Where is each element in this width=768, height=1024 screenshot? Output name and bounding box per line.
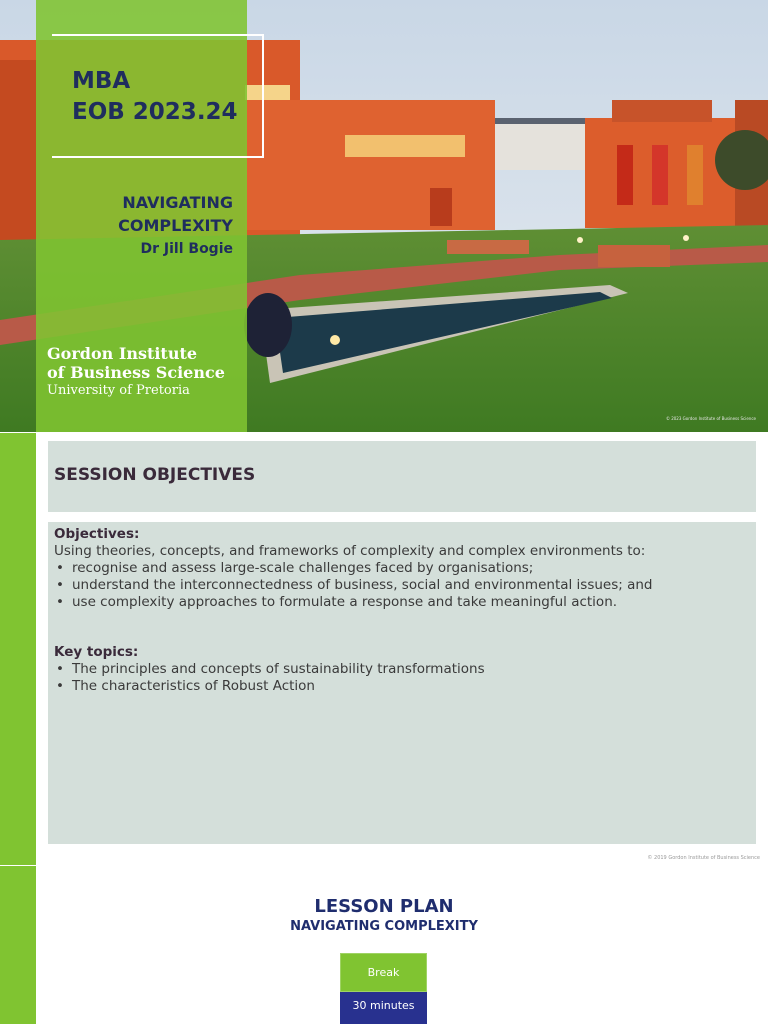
objectives-list: [54, 560, 750, 611]
lesson-plan-slide: [0, 866, 768, 1024]
topics-list: [54, 661, 750, 695]
heading-box: [48, 441, 756, 512]
program-title: [72, 66, 238, 128]
slide-heading: SESSION OBJECTIVES: [54, 465, 256, 485]
lesson-plan-subtitle: NAVIGATING COMPLEXITY: [290, 919, 478, 934]
green-side-strip: [0, 433, 36, 865]
bullet: •: [56, 594, 64, 610]
list-item-text: understand the interconnectedness of business, social and environmental issues; and: [72, 577, 653, 593]
presenter-name: Dr Jill Bogie: [140, 241, 233, 257]
institution-line-3: University of Pretoria: [47, 383, 190, 398]
list-item: [54, 594, 750, 611]
institution-logo: [47, 344, 225, 400]
break-duration: 30 minutes: [340, 992, 427, 1024]
list-item-text: recognise and assess large-scale challenges faced by organisations;: [72, 560, 534, 576]
green-side-strip: [0, 866, 36, 1024]
bullet: •: [56, 661, 64, 677]
lesson-plan-title: LESSON PLAN: [314, 896, 454, 917]
photo-credit: © 2023 Gordon Institute of Business Science: [665, 416, 756, 421]
institution-line-1: Gordon Institute: [47, 344, 198, 363]
list-item-text: The characteristics of Robust Action: [72, 678, 315, 694]
copyright-note: © 2019 Gordon Institute of Business Science: [647, 855, 760, 861]
objectives-slide: [0, 433, 768, 865]
bullet: •: [56, 560, 64, 576]
list-item-text: use complexity approaches to formulate a response and take meaningful action.: [72, 594, 618, 610]
list-item: [54, 577, 750, 594]
institution-line-2: of Business Science: [47, 363, 225, 382]
list-item: [54, 661, 750, 678]
break-block: Break: [340, 953, 427, 992]
list-item: [54, 678, 750, 695]
objectives-label: Objectives:: [54, 526, 140, 542]
program-name: MBA: [72, 68, 131, 94]
course-title: [40, 191, 233, 237]
list-item-text: The principles and concepts of sustainability transformations: [72, 661, 485, 677]
topics-label: Key topics:: [54, 644, 139, 660]
course-title-line-1: NAVIGATING: [122, 193, 233, 212]
course-code: EOB 2023.24: [72, 99, 238, 125]
course-title-line-2: COMPLEXITY: [118, 216, 233, 235]
objectives-intro: Using theories, concepts, and frameworks of complexity and complex environments to:: [54, 543, 646, 559]
content-box: [48, 522, 756, 844]
bullet: •: [56, 678, 64, 694]
list-item: [54, 560, 750, 577]
cover-slide: [0, 0, 768, 432]
bullet: •: [56, 577, 64, 593]
